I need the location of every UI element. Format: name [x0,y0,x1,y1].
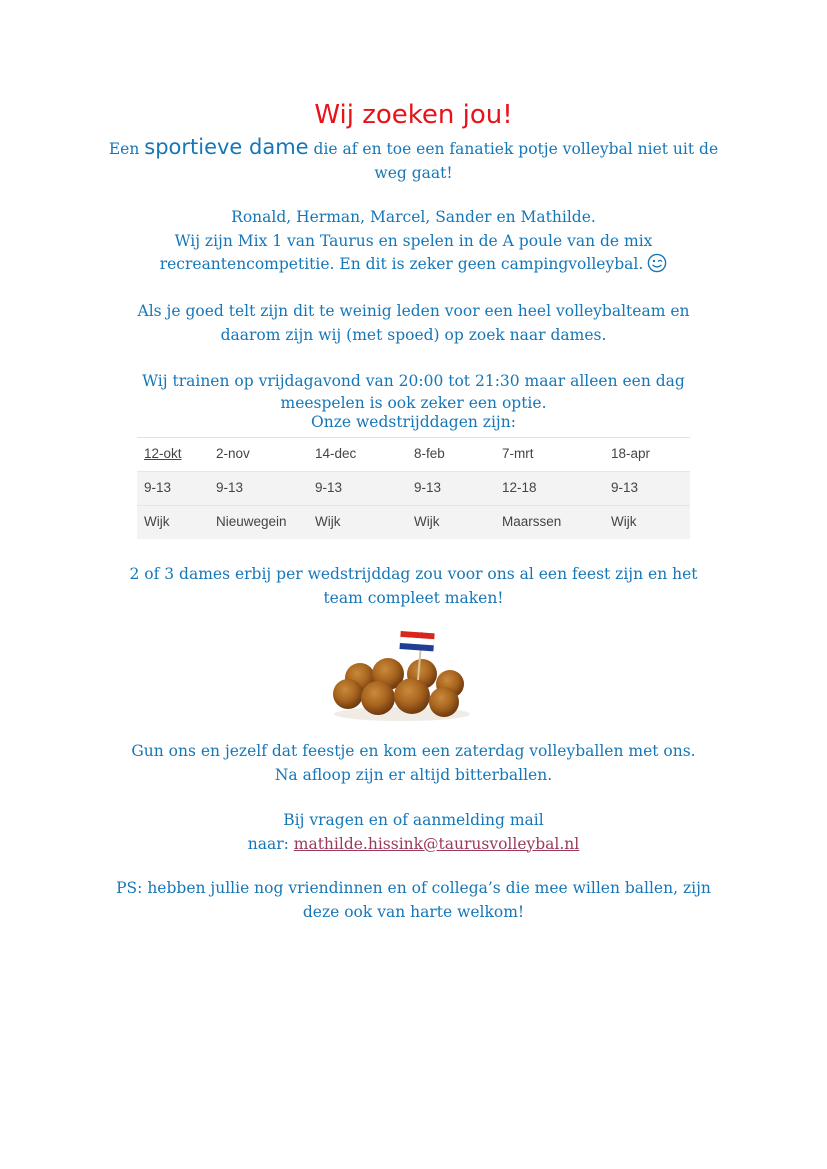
members-paragraph [90,300,737,347]
members-line-2: daarom zijn wij (met spoed) op zoek naar dames. [220,325,607,344]
team-line-3 [90,253,737,277]
ps-line-2: deze ook van harte welkom! [302,902,525,921]
schedule-row-times [137,472,690,506]
schedule-row-locations [137,506,690,539]
intro-paragraph [90,136,737,185]
schedule-date-cell: 18-apr [611,446,651,461]
members-line-1: Als je goed telt zijn dit te weinig leden voor een heel volleybalteam en [137,302,690,320]
ps-line-1: PS: hebben jullie nog vriendinnen en of collega’s die mee willen ballen, zijn [116,879,711,897]
schedule-date-cell: 7-mrt [502,446,534,461]
page-title: Wij zoeken jou! [314,100,513,130]
ladies-line-2: team compleet maken! [323,588,504,607]
team-line-3-text: recreantencompetitie. En dit is zeker geen campingvolleybal. [159,255,644,273]
schedule-location-cell: Wijk [414,514,440,529]
intro-post: die af en toe een fanatiek potje volleybal niet uit de [308,140,719,158]
intro-line-2: weg gaat! [374,163,453,182]
training-line-1: Wij trainen op vrijdagavond van 20:00 tot 21:30 maar alleen een dag [142,372,685,390]
invite-line-2: Na afloop zijn er altijd bitterballen. [274,765,553,784]
intro-pre: Een [108,140,145,158]
training-line-3: Onze wedstrijddagen zijn: [311,413,516,431]
email-link[interactable]: mathilde.hissink@taurusvolleybal.nl [293,834,580,853]
schedule-location-cell: Wijk [611,514,637,529]
schedule-location-cell: Nieuwegein [216,514,287,529]
schedule-time-cell: 9-13 [315,480,343,495]
invite-paragraph [90,740,737,787]
team-line-1: Ronald, Herman, Marcel, Sander en Mathilde. [231,208,596,226]
team-line-2: Wij zijn Mix 1 van Taurus en spelen in de A poule van de mix [174,231,653,250]
schedule-row-dates [137,438,690,472]
schedule-time-cell: 9-13 [144,480,172,495]
contact-prefix: naar: [247,834,294,853]
contact-line-2 [90,833,737,857]
schedule-location-cell: Wijk [144,514,170,529]
schedule-table [137,437,690,539]
ps-paragraph [90,877,737,924]
schedule-location-cell: Maarssen [502,514,562,529]
schedule-date-cell: 12-okt [144,446,182,461]
schedule-date-cell: 8-feb [414,446,445,461]
winking-face-icon [647,253,667,273]
schedule-date-cell: 2-nov [216,446,250,461]
contact-line-1: Bij vragen en of aanmelding mail [283,811,544,829]
contact-paragraph [90,809,737,856]
training-paragraph [90,370,737,435]
invite-line-1: Gun ons en jezelf dat feestje en kom een zaterdag volleyballen met ons. [131,742,696,760]
schedule-time-cell: 9-13 [414,480,442,495]
intro-highlight: sportieve dame [144,135,309,159]
training-line-2: meespelen is ook zeker een optie. [280,393,547,412]
schedule-time-cell: 9-13 [611,480,639,495]
ladies-paragraph [90,563,737,610]
schedule-time-cell: 9-13 [216,480,244,495]
bitterballen-with-dutch-flag-icon [326,628,478,724]
team-paragraph [90,206,737,277]
intro-line-1 [90,136,737,162]
schedule-location-cell: Wijk [315,514,341,529]
schedule-date-cell: 14-dec [315,446,357,461]
schedule-time-cell: 12-18 [502,480,537,495]
ladies-line-1: 2 of 3 dames erbij per wedstrijddag zou voor ons al een feest zijn en het [129,565,698,583]
